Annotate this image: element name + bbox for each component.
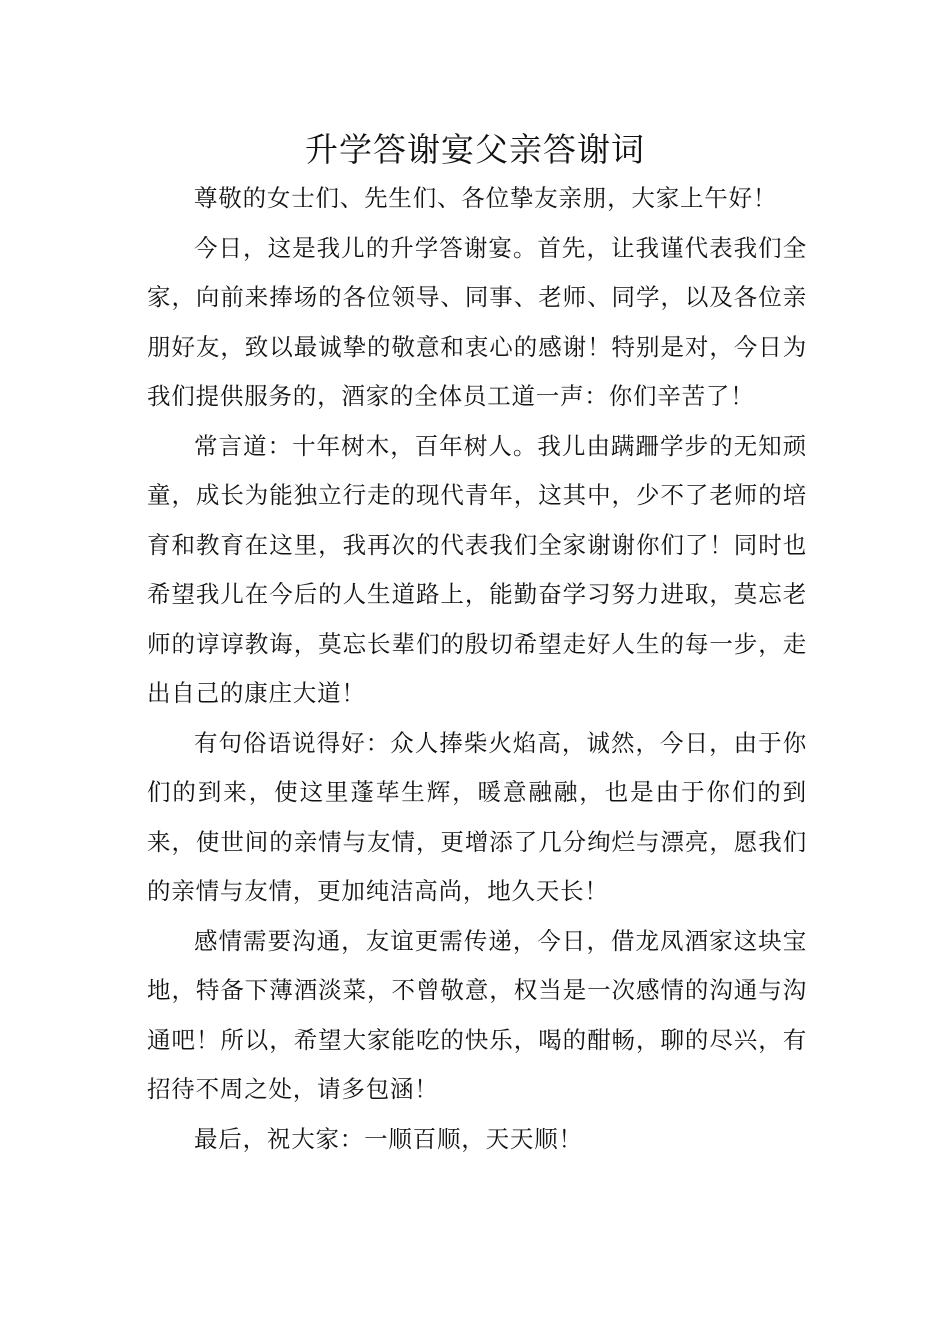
paragraph-proverb: 有句俗语说得好：众人捧柴火焰高，诚然，今日，由于你们的到来，使这里蓬荜生辉，暖意融融，也是由于你们的到来，使世间的亲情与友情，更增添了几分绚烂与漂亮，愿我们的亲情与友情，更加纯洁高尚，地久天长！	[147, 728, 807, 905]
document-body	[147, 174, 807, 1164]
paragraph-friendship: 感情需要沟通，友谊更需传递，今日，借龙凤酒家这块宝地，特备下薄酒淡菜，不曾敬意，权当是一次感情的沟通与沟通吧！所以，希望大家能吃的快乐，喝的酣畅，聊的尽兴，有招待不周之处，请多包涵！	[147, 926, 807, 1103]
paragraph-teachers: 常言道：十年树木，百年树人。我儿由蹒跚学步的无知顽童，成长为能独立行走的现代青年，这其中，少不了老师的培育和教育在这里，我再次的代表我们全家谢谢你们了！同时也希望我儿在今后的人生道路上，能勤奋学习努力进取，莫忘老师的谆谆教诲，莫忘长辈们的殷切希望走好人生的每一步，走出自己的康庄大道！	[147, 431, 807, 707]
paragraph-closing: 最后，祝大家：一顺百顺，天天顺！	[194, 1124, 583, 1153]
document-title: 升学答谢宴父亲答谢词	[305, 130, 645, 169]
paragraph-greeting: 尊敬的女士们、先生们、各位挚友亲朋，大家上午好！	[194, 184, 778, 212]
paragraph-thanks: 今日，这是我儿的升学答谢宴。首先，让我谨代表我们全家，向前来捧场的各位领导、同事、老师、同学，以及各位亲朋好友，致以最诚挚的敬意和衷心的感谢！特别是对，今日为我们提供服务的，酒家的全体员工道一声：你们辛苦了！	[147, 233, 807, 410]
